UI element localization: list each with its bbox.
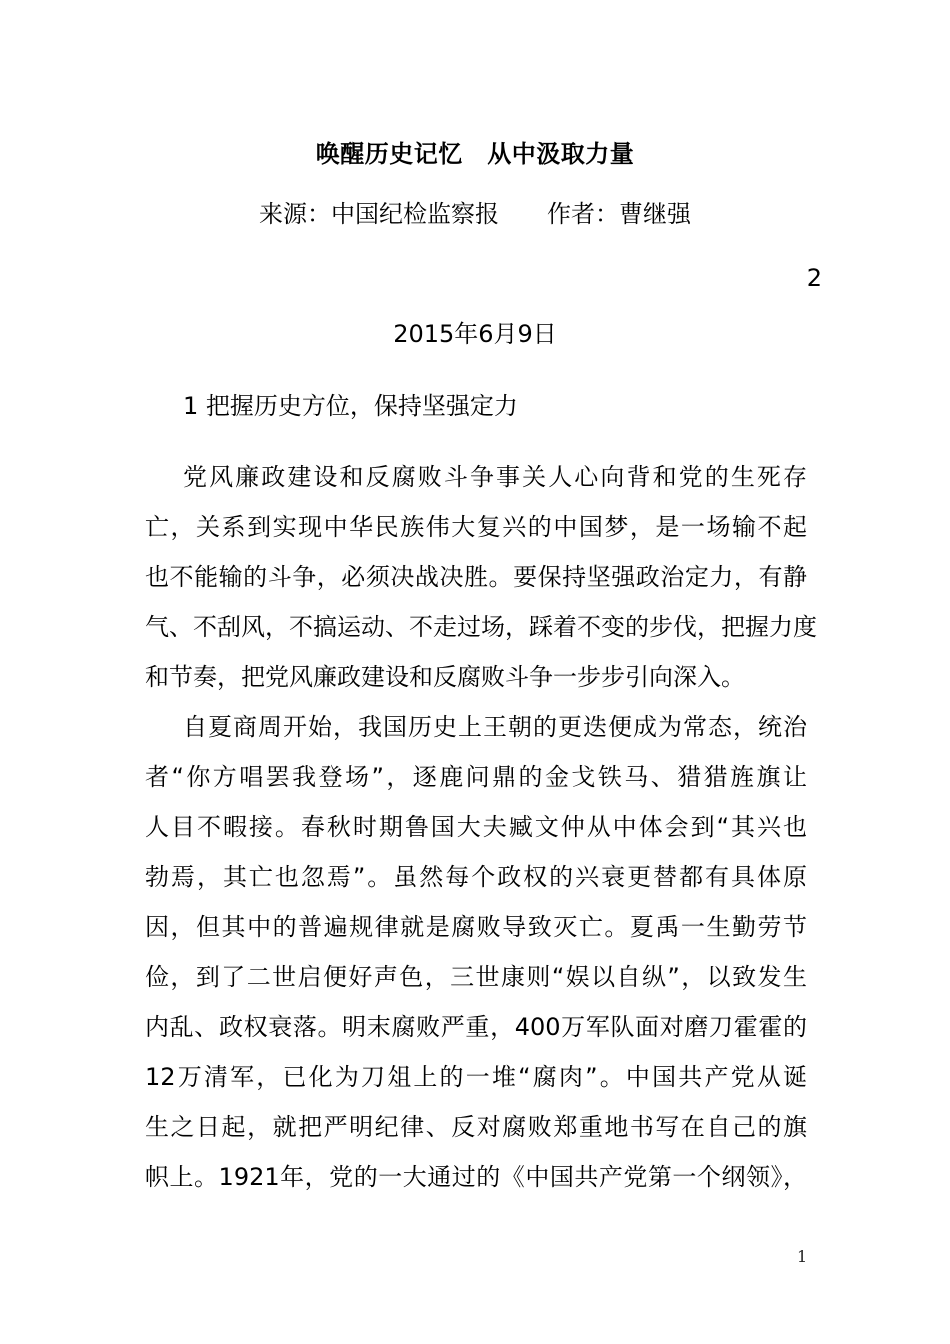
paragraph-line: 亡，关系到实现中华民族伟大复兴的中国梦，是一场输不起 <box>145 513 807 541</box>
paragraph-line: 者“你方唱罢我登场”，逐鹿问鼎的金戈铁马、猎猎旌旗让 <box>145 763 807 791</box>
paragraph-line: 内乱、政权衰落。明末腐败严重，400万军队面对磨刀霍霍的 <box>145 1013 807 1041</box>
source-author-line: 来源：中国纪检监察报 作者：曹继强 <box>259 200 691 228</box>
paragraph-1 <box>145 452 817 702</box>
paragraph-2 <box>145 702 807 1202</box>
article-title: 唤醒历史记忆 从中汲取力量 <box>315 140 635 168</box>
paragraph-line: 因，但其中的普遍规律就是腐败导致灭亡。夏禹一生勤劳节 <box>145 913 807 941</box>
paragraph-line: 气、不刮风，不搞运动、不走过场，踩着不变的步伐，把握力度 <box>145 613 817 641</box>
section-heading: 1 把握历史方位，保持坚强定力 <box>183 392 518 420</box>
corner-number: 2 <box>806 264 822 292</box>
paragraph-line: 俭，到了二世启便好声色，三世康则“娱以自纵”，以致发生 <box>145 963 807 991</box>
paragraph-line: 勃焉，其亡也忽焉”。虽然每个政权的兴衰更替都有具体原 <box>145 863 807 891</box>
paragraph-line: 人目不暇接。春秋时期鲁国大夫臧文仲从中体会到“其兴也 <box>145 813 807 841</box>
paragraph-line: 和节奏，把党风廉政建设和反腐败斗争一步步引向深入。 <box>145 663 745 691</box>
publish-date: 2015年6月9日 <box>393 320 557 348</box>
paragraph-line: 也不能输的斗争，必须决战决胜。要保持坚强政治定力，有静 <box>145 563 807 591</box>
paragraph-line: 生之日起，就把严明纪律、反对腐败郑重地书写在自己的旗 <box>145 1113 807 1141</box>
paragraph-line: 党风廉政建设和反腐败斗争事关人心向背和党的生死存 <box>183 463 807 491</box>
paragraph-line: 12万清军，已化为刀俎上的一堆“腐肉”。中国共产党从诞 <box>145 1063 807 1091</box>
paragraph-line: 自夏商周开始，我国历史上王朝的更迭便成为常态，统治 <box>183 713 807 741</box>
page-number: 1 <box>797 1247 808 1266</box>
paragraph-line: 帜上。1921年，党的一大通过的《中国共产党第一个纲领》， <box>145 1163 807 1191</box>
